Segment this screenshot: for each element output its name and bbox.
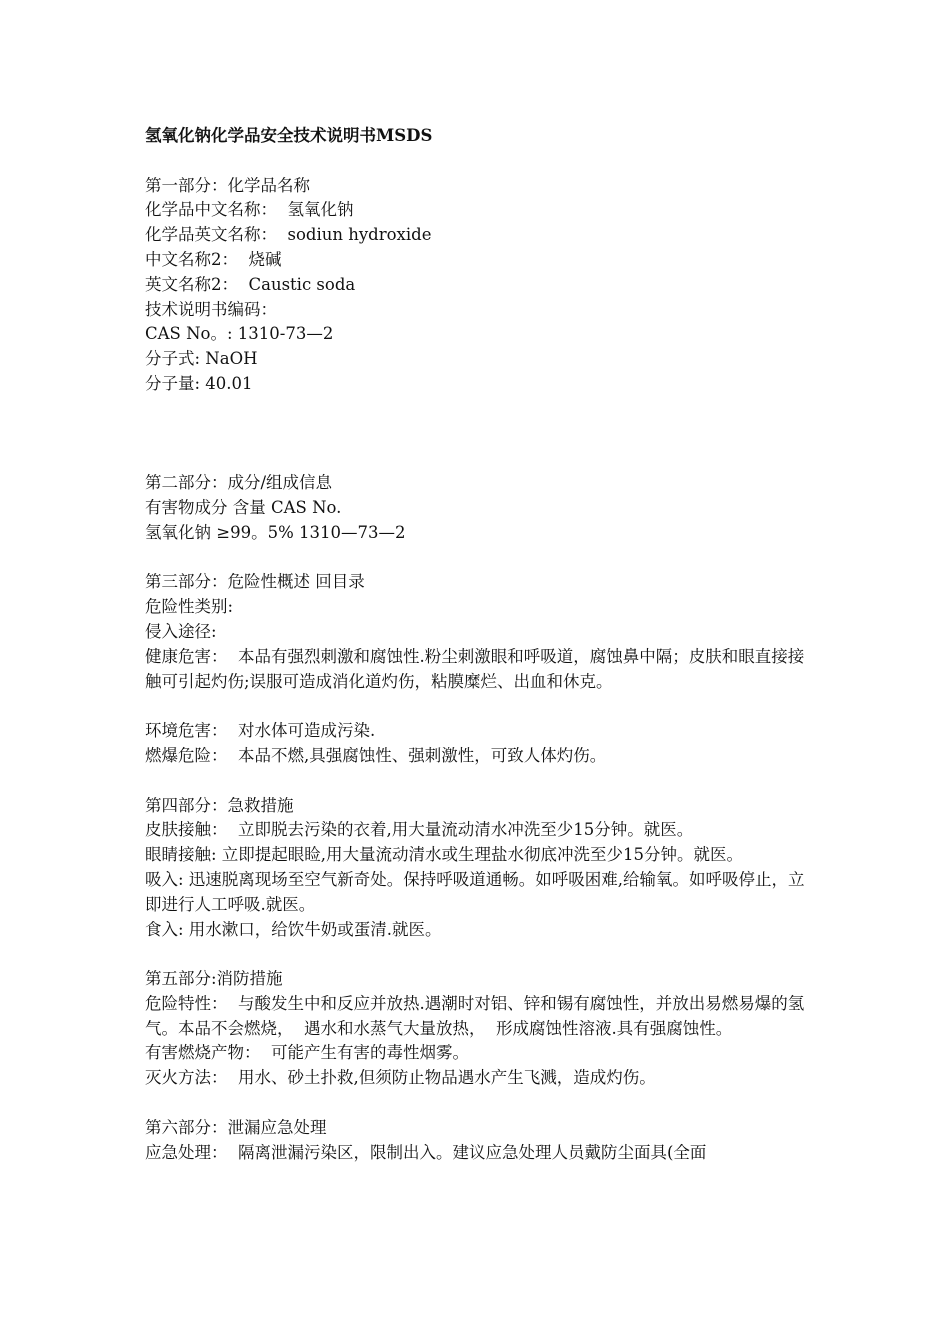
text-line: 侵入途径: bbox=[145, 621, 217, 641]
text-line: 健康危害： 本品有强烈刺激和腐蚀性.粉尘刺激眼和呼吸道，腐蚀鼻中隔；皮肤和眼直接接触可引起灼伤;误服可造成消化道灼伤，粘膜糜烂、出血和休克。 bbox=[145, 646, 805, 691]
section-heading: 第三部分：危险性概述 回目录 bbox=[145, 572, 365, 592]
text-line: 技术说明书编码： bbox=[145, 299, 277, 319]
section-heading: 第四部分：急救措施 bbox=[145, 795, 294, 815]
text-line: 环境危害： 对水体可造成污染. bbox=[145, 721, 376, 741]
document-title: 氢氧化钠化学品安全技术说明书MSDS bbox=[145, 126, 433, 145]
section-spill-response bbox=[145, 1116, 810, 1166]
document-body bbox=[145, 124, 810, 1190]
section-environment-fire bbox=[145, 719, 810, 769]
text-line: 皮肤接触： 立即脱去污染的衣着,用大量流动清水冲洗至少15分钟。就医。 bbox=[145, 820, 694, 840]
text-line: 燃爆危险： 本品不燃,具强腐蚀性、强刺激性，可致人体灼伤。 bbox=[145, 745, 607, 765]
section-first-aid bbox=[145, 794, 810, 943]
text-line: 化学品中文名称： 氢氧化钠 bbox=[145, 200, 354, 220]
text-line: 眼睛接触: 立即提起眼睑,用大量流动清水或生理盐水彻底冲洗至少15分钟。就医。 bbox=[145, 845, 744, 865]
text-line: 化学品英文名称： sodiun hydroxide bbox=[145, 225, 432, 245]
text-line: 有害物成分 含量 CAS No. bbox=[145, 497, 342, 517]
text-line: 危险性类别: bbox=[145, 597, 234, 617]
text-line: 英文名称2： Caustic soda bbox=[145, 274, 356, 294]
text-line: CAS No。: 1310-73—2 bbox=[145, 324, 334, 344]
section-heading: 第六部分：泄漏应急处理 bbox=[145, 1117, 327, 1137]
text-line: 吸入: 迅速脱离现场至空气新奇处。保持呼吸道通畅。如呼吸困难,给输氧。如呼吸停止，立即进行人工呼吸.就医。 bbox=[145, 869, 805, 914]
section-firefighting bbox=[145, 967, 810, 1091]
section-composition bbox=[145, 471, 810, 545]
text-line: 灭火方法： 用水、砂土扑救,但须防止物品遇水产生飞溅，造成灼伤。 bbox=[145, 1068, 656, 1088]
text-line: 食入: 用水漱口，给饮牛奶或蛋清.就医。 bbox=[145, 919, 442, 939]
section-heading: 第二部分：成分/组成信息 bbox=[145, 473, 333, 493]
text-line: 危险特性： 与酸发生中和反应并放热.遇潮时对铝、锌和锡有腐蚀性，并放出易燃易爆的氢气。本品不会燃烧， 遇水和水蒸气大量放热， 形成腐蚀性溶液.具有强腐蚀性。 bbox=[145, 993, 805, 1038]
section-heading: 第一部分：化学品名称 bbox=[145, 175, 310, 195]
section-chemical-name bbox=[145, 174, 810, 397]
text-line: 分子量: 40.01 bbox=[145, 373, 253, 393]
text-line: 分子式: NaOH bbox=[145, 349, 258, 369]
text-line: 应急处理： 隔离泄漏污染区，限制出入。建议应急处理人员戴防尘面具(全面 bbox=[145, 1142, 707, 1162]
section-hazards bbox=[145, 570, 810, 694]
section-heading: 第五部分:消防措施 bbox=[145, 969, 283, 989]
text-line: 中文名称2： 烧碱 bbox=[145, 249, 282, 269]
text-line: 氢氧化钠 ≥99。5% 1310—73—2 bbox=[145, 522, 406, 542]
text-line: 有害燃烧产物： 可能产生有害的毒性烟雾。 bbox=[145, 1043, 469, 1063]
